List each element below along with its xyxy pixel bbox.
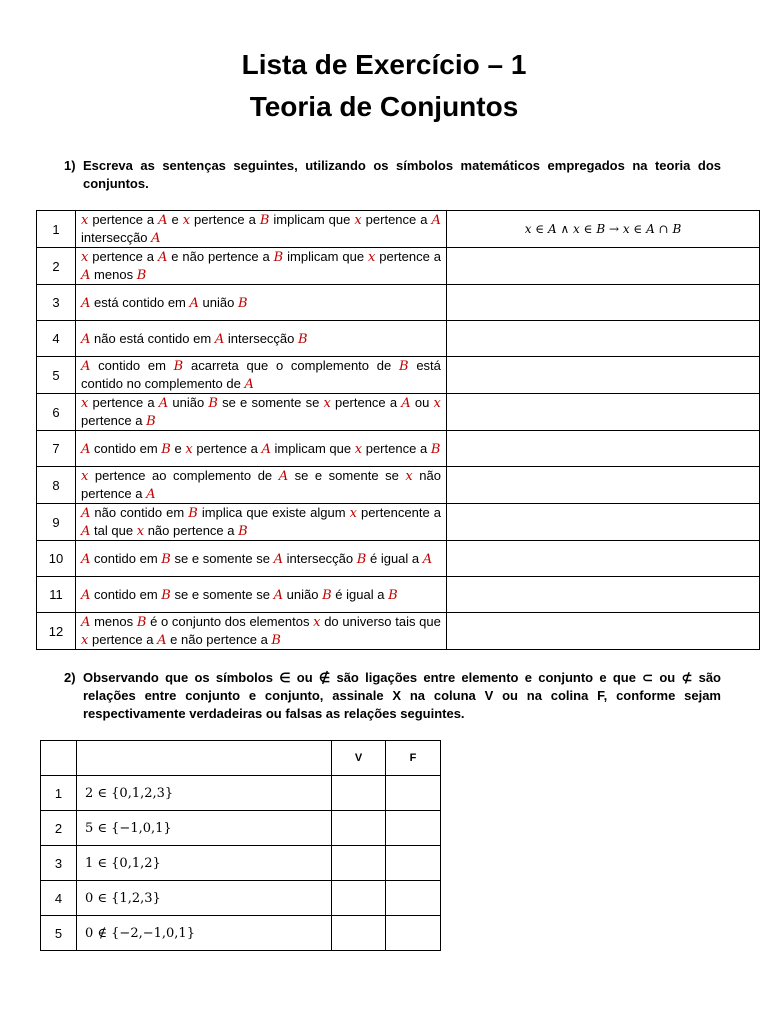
variable-symbol: 𝐵 <box>271 633 281 648</box>
variable-symbol: 𝐴 <box>244 377 254 392</box>
header-number-cell <box>41 741 77 776</box>
row-number: 11 <box>37 577 76 613</box>
sentence-cell: 𝐴 menos 𝐵 é o conjunto dos elementos 𝑥 do universo tais que 𝑥 pertence a 𝐴 e não pertence a 𝐵 <box>76 613 447 650</box>
table-row <box>37 321 760 357</box>
variable-symbol: 𝐵 <box>173 359 184 374</box>
variable-symbol: 𝐵 <box>161 587 171 603</box>
header-expression-cell <box>77 741 332 776</box>
variable-symbol: 𝐵 <box>146 414 156 429</box>
variable-symbol: 𝑥 <box>81 469 89 484</box>
table-row <box>41 846 441 881</box>
row-number: 5 <box>41 916 77 951</box>
answer-cell[interactable] <box>447 357 760 394</box>
v-answer-cell[interactable] <box>332 916 386 951</box>
variable-symbol: 𝐵 <box>161 551 171 567</box>
variable-symbol: 𝑥 <box>433 396 441 411</box>
true-false-header-row <box>41 741 441 776</box>
row-number: 3 <box>41 846 77 881</box>
sentences-table <box>36 210 760 650</box>
question-2 <box>64 669 721 723</box>
variable-symbol: 𝐴 <box>158 213 168 228</box>
variable-symbol: 𝑥 <box>323 396 331 411</box>
variable-symbol: 𝐵 <box>161 441 171 457</box>
sentence-cell: 𝐴 contido em 𝐵 acarreta que o complemento de 𝐵 está contido no complemento de 𝐴 <box>76 357 447 394</box>
table-row <box>37 394 760 431</box>
table-row <box>37 504 760 541</box>
sentence-cell: 𝑥 pertence ao complemento de 𝐴 se e somente se 𝑥 não pertence a 𝐴 <box>76 467 447 504</box>
variable-symbol: 𝑥 <box>185 441 193 457</box>
answer-cell[interactable] <box>447 394 760 431</box>
table-row <box>41 811 441 846</box>
variable-symbol: 𝑥 <box>313 615 321 630</box>
table-row <box>41 881 441 916</box>
table-row <box>37 431 760 467</box>
table-row <box>37 211 760 248</box>
row-number: 8 <box>37 467 76 504</box>
table-row <box>37 248 760 285</box>
variable-symbol: 𝐴 <box>431 213 441 228</box>
v-answer-cell[interactable] <box>332 846 386 881</box>
table-row <box>41 776 441 811</box>
variable-symbol: 𝐵 <box>188 506 198 521</box>
table-row <box>37 541 760 577</box>
question-1-text: Escreva as sentenças seguintes, utilizando os símbolos matemáticos empregados na teoria dos conjuntos. <box>83 158 721 191</box>
variable-symbol: 𝑥 <box>405 469 413 484</box>
relation-cell: 0 ∈ {1,2,3} <box>77 881 332 916</box>
row-number: 1 <box>37 211 76 248</box>
v-answer-cell[interactable] <box>332 881 386 916</box>
title-line-2: Teoria de Conjuntos <box>249 91 519 122</box>
answer-cell[interactable] <box>447 467 760 504</box>
variable-symbol: 𝐴 <box>81 359 91 374</box>
sentence-cell: 𝑥 pertence a 𝐴 e não pertence a 𝐵 implicam que 𝑥 pertence a 𝐴 menos 𝐵 <box>76 248 447 285</box>
variable-symbol: 𝐴 <box>81 268 91 283</box>
variable-symbol: 𝐴 <box>273 587 283 603</box>
table-row <box>41 916 441 951</box>
variable-symbol: 𝐵 <box>399 359 409 374</box>
row-number: 12 <box>37 613 76 650</box>
answer-cell[interactable] <box>447 577 760 613</box>
variable-symbol: 𝐵 <box>356 551 367 567</box>
question-2-number: 2) <box>64 670 76 685</box>
variable-symbol: 𝐴 <box>158 396 169 411</box>
variable-symbol: 𝑥 <box>354 441 363 457</box>
f-answer-cell[interactable] <box>386 846 441 881</box>
table-row <box>37 467 760 504</box>
v-answer-cell[interactable] <box>332 776 386 811</box>
variable-symbol: 𝐴 <box>273 551 283 567</box>
variable-symbol: 𝐴 <box>422 551 433 567</box>
f-answer-cell[interactable] <box>386 916 441 951</box>
variable-symbol: 𝐵 <box>322 587 332 603</box>
variable-symbol: 𝐴 <box>278 469 289 484</box>
relation-cell: 2 ∈ {0,1,2,3} <box>77 776 332 811</box>
table-row <box>37 613 760 650</box>
sentence-cell: 𝑥 pertence a 𝐴 união 𝐵 se e somente se 𝑥 pertence a 𝐴 ou 𝑥 pertence a 𝐵 <box>76 394 447 431</box>
table-row <box>37 577 760 613</box>
variable-symbol: 𝐴 <box>81 615 91 630</box>
f-answer-cell[interactable] <box>386 776 441 811</box>
variable-symbol: 𝑥 <box>182 213 191 228</box>
relation-cell: 1 ∈ {0,1,2} <box>77 846 332 881</box>
question-1 <box>64 157 721 193</box>
variable-symbol: 𝐴 <box>151 231 161 246</box>
variable-symbol: 𝐴 <box>81 524 91 539</box>
row-number: 2 <box>41 811 77 846</box>
answer-cell[interactable] <box>447 285 760 321</box>
variable-symbol: 𝑥 <box>354 213 362 228</box>
variable-symbol: 𝐵 <box>273 250 284 265</box>
variable-symbol: 𝐵 <box>298 331 308 347</box>
variable-symbol: 𝐵 <box>237 295 248 311</box>
row-number: 4 <box>37 321 76 357</box>
f-answer-cell[interactable] <box>386 811 441 846</box>
title-line-1: Lista de Exercício – 1 <box>241 49 527 80</box>
variable-symbol: 𝑥 <box>81 396 89 411</box>
answer-cell[interactable] <box>447 321 760 357</box>
row-number: 4 <box>41 881 77 916</box>
variable-symbol: 𝐴 <box>261 441 271 457</box>
variable-symbol: 𝐴 <box>81 295 91 311</box>
answer-cell[interactable] <box>447 613 760 650</box>
row-number: 10 <box>37 541 76 577</box>
variable-symbol: 𝐴 <box>81 587 91 603</box>
relation-cell: 0 ∉ {−2,−1,0,1} <box>77 916 332 951</box>
variable-symbol: 𝑥 <box>81 633 89 648</box>
answer-cell[interactable] <box>447 504 760 541</box>
variable-symbol: 𝐴 <box>189 295 199 311</box>
row-number: 7 <box>37 431 76 467</box>
f-answer-cell[interactable] <box>386 881 441 916</box>
variable-symbol: 𝐴 <box>157 250 168 265</box>
sentence-cell: 𝐴 está contido em 𝐴 união 𝐵 <box>76 285 447 321</box>
row-number: 3 <box>37 285 76 321</box>
sentence-cell: 𝐴 contido em 𝐵 se e somente se 𝐴 intersecção 𝐵 é igual a 𝐴 <box>76 541 447 577</box>
variable-symbol: 𝐴 <box>401 396 411 411</box>
answer-cell[interactable] <box>447 431 760 467</box>
sentence-cell: 𝐴 não está contido em 𝐴 intersecção 𝐵 <box>76 321 447 357</box>
variable-symbol: 𝐵 <box>136 268 147 283</box>
variable-symbol: 𝑥 <box>81 250 89 265</box>
question-1-number: 1) <box>64 158 76 173</box>
sentence-cell: 𝐴 não contido em 𝐵 implica que existe algum 𝑥 pertencente a 𝐴 tal que 𝑥 não pertence a 𝐵 <box>76 504 447 541</box>
variable-symbol: 𝐴 <box>157 633 167 648</box>
true-false-table <box>40 740 441 951</box>
variable-symbol: 𝐵 <box>388 587 398 603</box>
variable-symbol: 𝐴 <box>81 551 91 567</box>
variable-symbol: 𝐴 <box>81 331 91 347</box>
table-row <box>37 285 760 321</box>
variable-symbol: 𝐵 <box>136 615 147 630</box>
variable-symbol: 𝑥 <box>367 250 376 265</box>
sentence-cell: 𝐴 contido em 𝐵 se e somente se 𝐴 união 𝐵 é igual a 𝐵 <box>76 577 447 613</box>
header-v: V <box>332 741 386 776</box>
answer-cell[interactable]: 𝑥 ∈ 𝐴 ∧ 𝑥 ∈ 𝐵 → 𝑥 ∈ 𝐴 ∩ 𝐵 <box>447 211 760 248</box>
question-2-text: Observando que os símbolos ∈ ou ∉ são ligações entre elemento e conjunto e que ⊂ ou ⊄ são relações entre conjunto e conjunto, assinale X na coluna V ou na colina F, conforme sejam respectivamente verdadeiras ou falsas as relações seguintes. <box>83 670 721 721</box>
variable-symbol: 𝐴 <box>81 506 91 521</box>
row-number: 2 <box>37 248 76 285</box>
variable-symbol: 𝐴 <box>146 487 156 502</box>
row-number: 5 <box>37 357 76 394</box>
relation-cell: 5 ∈ {−1,0,1} <box>77 811 332 846</box>
variable-symbol: 𝑥 <box>349 506 357 521</box>
variable-symbol: 𝐵 <box>208 396 218 411</box>
variable-symbol: 𝐵 <box>238 524 248 539</box>
header-f: F <box>386 741 441 776</box>
sentence-cell: 𝐴 contido em 𝐵 e 𝑥 pertence a 𝐴 implicam que 𝑥 pertence a 𝐵 <box>76 431 447 467</box>
variable-symbol: 𝐵 <box>430 441 441 457</box>
row-number: 1 <box>41 776 77 811</box>
variable-symbol: 𝐴 <box>81 441 91 457</box>
row-number: 9 <box>37 504 76 541</box>
variable-symbol: 𝐴 <box>214 331 225 347</box>
variable-symbol: 𝑥 <box>136 524 145 539</box>
table-row <box>37 357 760 394</box>
row-number: 6 <box>37 394 76 431</box>
v-answer-cell[interactable] <box>332 811 386 846</box>
sentence-cell: 𝑥 pertence a 𝐴 e 𝑥 pertence a 𝐵 implicam que 𝑥 pertence a 𝐴 intersecção 𝐴 <box>76 211 447 248</box>
answer-cell[interactable] <box>447 541 760 577</box>
answer-cell[interactable] <box>447 248 760 285</box>
variable-symbol: 𝑥 <box>81 213 89 228</box>
variable-symbol: 𝐵 <box>259 213 270 228</box>
